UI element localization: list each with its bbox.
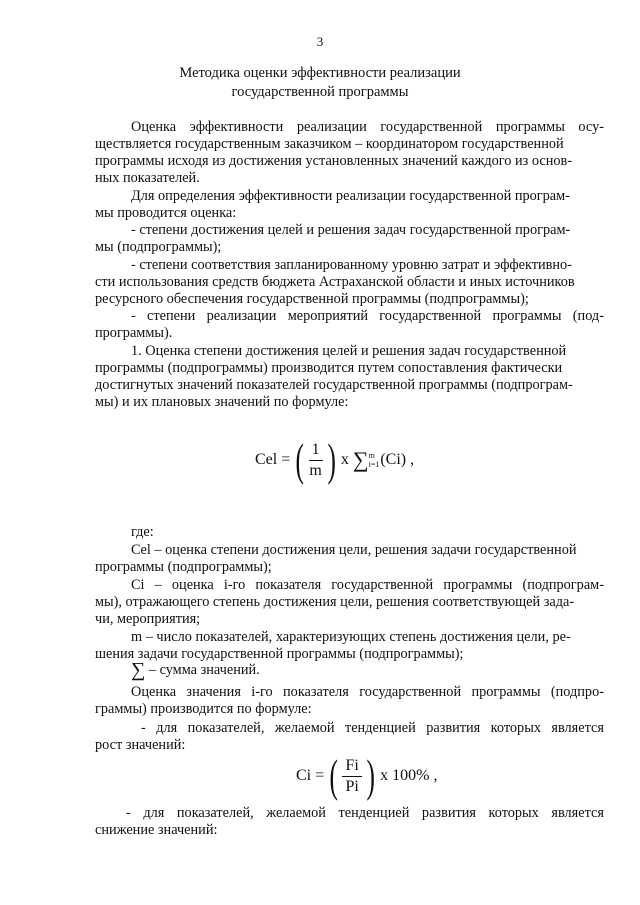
fraction-1-over-m xyxy=(309,441,323,480)
def-ci-line3: чи, мероприятия; xyxy=(95,611,201,627)
sum-lower-limit: i=1 xyxy=(368,460,380,469)
bullet1-line1: - степени достижения целей и решения задач государственной програм- xyxy=(131,222,571,238)
page-number: 3 xyxy=(316,34,324,49)
def-m-line2: шения задачи государственной программы (подпрограммы); xyxy=(95,646,464,662)
def-cel-line2: программы (подпрограммы); xyxy=(95,559,272,575)
bullet2-line3: ресурсного обеспечения государственной программы (подпрограммы); xyxy=(95,291,529,307)
fraction-numerator: 1 xyxy=(309,441,323,461)
para6-line2: программы (подпрограммы) производится путем сопоставления фактически xyxy=(95,360,563,376)
fraction-denominator: Pi xyxy=(345,777,359,795)
para2-line1: Для определения эффективности реализации государственной програм- xyxy=(131,188,570,204)
para6-line4: мы) и их плановых значений по формуле: xyxy=(95,394,349,410)
sum-limits xyxy=(369,451,380,469)
def-ci-line2: мы), отражающего степень достижения цели, решения соответствующей зада- xyxy=(95,594,575,610)
bullet3-line2: программы). xyxy=(95,325,173,341)
bullet2-line2: сти использования средств бюджета Астраханской области и иных источников xyxy=(95,274,575,290)
def-sum: ∑ – сумма значений. xyxy=(131,659,260,681)
formula1-lhs: Cel = xyxy=(255,451,291,468)
title-line-2: государственной программы xyxy=(231,84,409,100)
bullet3-line1: - степени реализации мероприятий государственной программы (под- xyxy=(131,308,604,324)
bullet1-line2: мы (подпрограммы); xyxy=(95,239,222,255)
where-label: где: xyxy=(131,524,154,540)
sum-symbol-inline: ∑ xyxy=(131,659,146,681)
fraction-denominator: m xyxy=(309,461,322,479)
fraction-fi-over-pi xyxy=(342,757,361,796)
def-cel-line1: Cel – оценка степени достижения цели, решения задачи государственной xyxy=(131,542,577,558)
formula2-lhs: Ci = xyxy=(296,767,325,784)
para6-line1: 1. Оценка степени достижения целей и решения задач государственной xyxy=(131,343,567,359)
para6-line3: достигнутых значений показателей государственной программы (подпрограм- xyxy=(95,377,573,393)
sum-symbol: ∑ xyxy=(352,447,369,472)
def-ci-line1: Ci – оценка i-го показателя государственной программы (подпрограм- xyxy=(131,577,604,593)
title-line-1: Методика оценки эффективности реализации xyxy=(179,65,461,81)
times-sign: x xyxy=(340,451,349,468)
right-paren: ) xyxy=(327,434,336,485)
para1-line1: Оценка эффективности реализации государственной программы осу- xyxy=(131,119,604,135)
decrease-line1: - для показателей, желаемой тенденцией развития которых является xyxy=(126,805,604,821)
sum-argument: (Ci) , xyxy=(380,451,415,468)
para7-line2: граммы) производится по формуле: xyxy=(95,701,312,717)
growth-line1: - для показателей, желаемой тенденцией развития которых является xyxy=(141,720,604,736)
growth-line2: рост значений: xyxy=(95,737,186,753)
decrease-line2: снижение значений: xyxy=(95,822,218,838)
para1-line3: программы исходя из достижения установленных значений каждого из основ- xyxy=(95,153,573,169)
para7-line1: Оценка значения i-го показателя государственной программы (подпро- xyxy=(131,684,604,700)
para2-line2: мы проводится оценка: xyxy=(95,205,237,221)
sum-upper-limit: m xyxy=(368,451,375,460)
formula-ci xyxy=(296,750,438,801)
right-paren: ) xyxy=(366,750,375,801)
left-paren: ( xyxy=(295,434,305,485)
formula2-tail: x 100% , xyxy=(380,767,438,784)
para1-line4: ных показателей. xyxy=(95,170,200,186)
def-m-line1: m – число показателей, характеризующих степень достижения цели, ре- xyxy=(131,629,571,645)
para1-line2: ществляется государственным заказчиком – координатором государственной xyxy=(95,136,564,152)
fraction-numerator: Fi xyxy=(342,757,361,777)
bullet2-line1: - степени соответствия запланированному уровню затрат и эффективно- xyxy=(131,257,572,273)
formula-cel xyxy=(255,434,415,485)
left-paren: ( xyxy=(329,750,339,801)
